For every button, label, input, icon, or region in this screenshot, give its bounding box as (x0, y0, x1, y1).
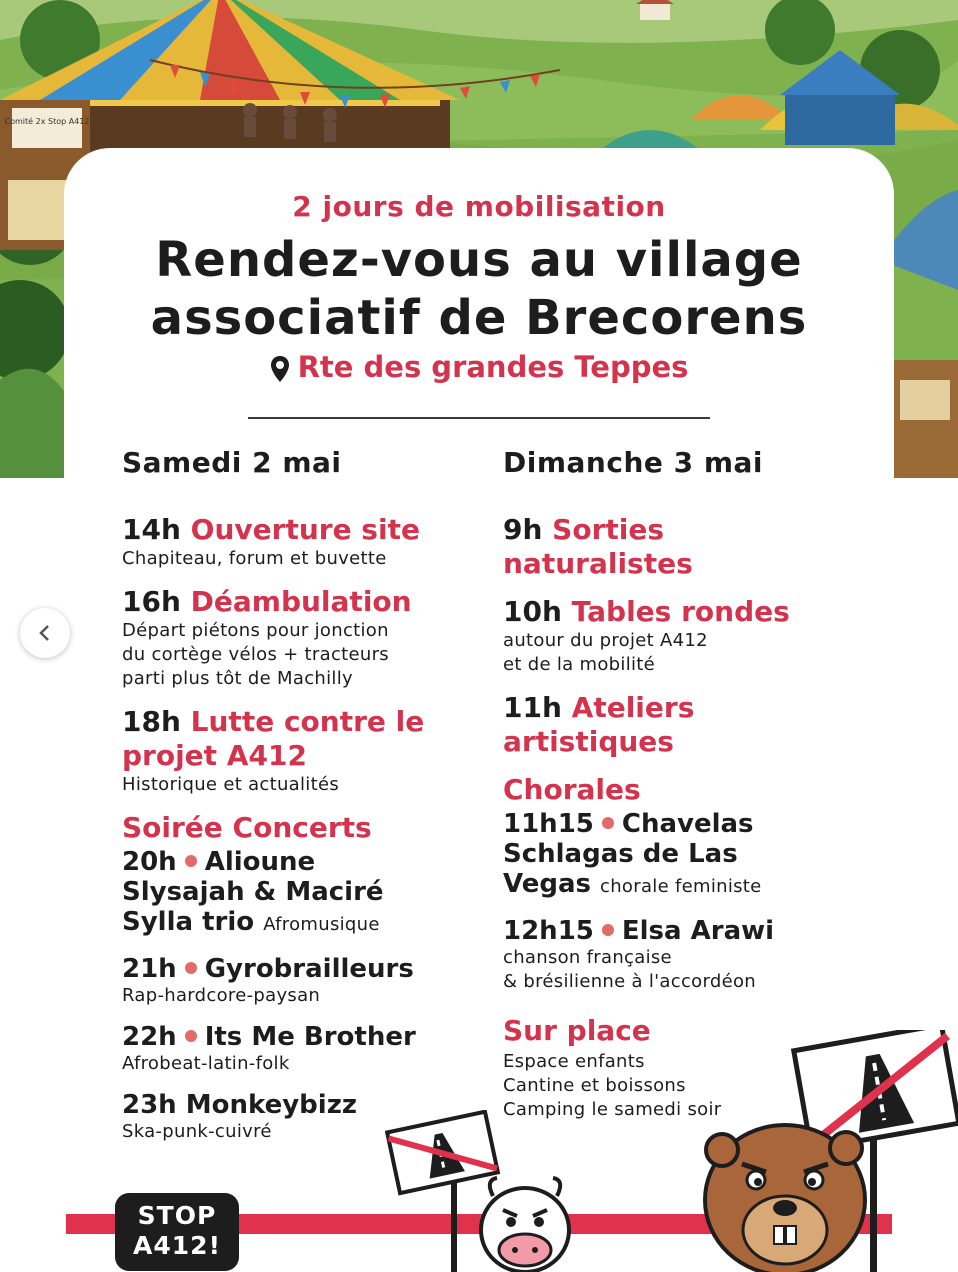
event-desc-line: autour du projet A412 (503, 630, 708, 651)
concert-time: 20h (122, 847, 177, 877)
bullet-dot (602, 924, 614, 936)
concert-time: 23h (122, 1090, 177, 1120)
event-time: 11h (503, 691, 562, 724)
stall-sign-text: Comité 2x Stop A412 (4, 117, 90, 126)
cow-mascot-illustration (385, 1110, 595, 1272)
concert-name: Gyrobrailleurs (204, 954, 414, 984)
page-title-line2: associatif de Brecorens (150, 290, 808, 346)
event-item (503, 513, 853, 581)
event-title-line2: projet A412 (122, 739, 307, 772)
event-title-line2: artistiques (503, 725, 674, 758)
stop-a412-badge (115, 1193, 239, 1271)
badge-line2: A412! (133, 1231, 221, 1260)
event-desc-line: du cortège vélos + tracteurs (122, 644, 389, 665)
event-title-line1: Lutte contre le (190, 705, 425, 738)
event-title: Tables rondes (571, 595, 790, 628)
event-item (122, 705, 492, 797)
chorale-time: 12h15 (503, 916, 594, 946)
chorale-name: Elsa Arawi (621, 916, 775, 946)
beaver-mascot-illustration (700, 1030, 958, 1272)
event-desc-line: parti plus tôt de Machilly (122, 668, 353, 689)
page-title-line1: Rendez-vous au village (155, 232, 803, 288)
chorale-name-line1: Chavelas (621, 809, 754, 839)
concert-item (122, 954, 492, 1008)
sunday-column (503, 446, 853, 1122)
onsite-line: Cantine et boissons (503, 1075, 686, 1096)
event-title: Ouverture site (190, 513, 420, 546)
concert-name-line2: Slysajah & Maciré (122, 877, 384, 907)
chorale-desc-line: & brésilienne à l'accordéon (503, 971, 756, 992)
concert-name: Its Me Brother (204, 1022, 416, 1052)
event-desc-line: Départ piétons pour jonction (122, 620, 389, 641)
chorales-heading: Chorales (503, 773, 641, 806)
chorale-name-line3: Vegas (503, 869, 591, 899)
event-item (122, 585, 492, 691)
day-heading-sunday: Dimanche 3 mai (503, 446, 764, 479)
chorale-item (503, 916, 853, 994)
event-title-line1: Ateliers (571, 691, 695, 724)
onsite-line: Espace enfants (503, 1051, 645, 1072)
bullet-dot (602, 817, 614, 829)
address-text: Rte des grandes Teppes (297, 350, 689, 384)
concert-genre: Afromusique (263, 914, 380, 935)
location-pin-icon (270, 355, 290, 383)
event-title-line1: Sorties (552, 513, 665, 546)
event-item (503, 595, 853, 677)
chorale-desc-line: chanson française (503, 947, 672, 968)
chorale-item (503, 809, 853, 902)
event-address (0, 350, 958, 384)
divider (248, 417, 710, 419)
event-time: 9h (503, 513, 543, 546)
chorale-time: 11h15 (503, 809, 594, 839)
event-title: Déambulation (190, 585, 412, 618)
concert-item (122, 847, 492, 940)
event-time: 16h (122, 585, 181, 618)
event-subtitle: 2 jours de mobilisation (292, 190, 666, 223)
concerts-heading: Soirée Concerts (122, 811, 372, 844)
concert-name-line3: Sylla trio (122, 907, 255, 937)
concert-genre: Ska-punk-cuivré (122, 1121, 272, 1142)
onsite-line: Camping le samedi soir (503, 1099, 722, 1120)
event-title-line2: naturalistes (503, 547, 693, 580)
event-time: 18h (122, 705, 181, 738)
carousel-prev-button[interactable] (20, 608, 70, 658)
concert-name-line1: Alioune (204, 847, 316, 877)
chevron-left-icon (35, 623, 55, 643)
concert-genre: Rap-hardcore-paysan (122, 985, 321, 1006)
event-desc-line: et de la mobilité (503, 654, 656, 675)
event-item (503, 691, 853, 759)
badge-line1: STOP (137, 1201, 217, 1230)
concert-item (122, 1022, 492, 1076)
event-desc: Chapiteau, forum et buvette (122, 548, 387, 569)
onsite-heading: Sur place (503, 1014, 651, 1047)
event-item (122, 513, 492, 571)
concert-name: Monkeybizz (185, 1090, 357, 1120)
concert-time: 21h (122, 954, 177, 984)
event-time: 14h (122, 513, 181, 546)
concert-genre: Afrobeat-latin-folk (122, 1053, 290, 1074)
event-desc: Historique et actualités (122, 774, 340, 795)
event-time: 10h (503, 595, 562, 628)
chorale-name-line2: Schlagas de Las (503, 839, 738, 869)
bullet-dot (185, 1030, 197, 1042)
bullet-dot (185, 855, 197, 867)
bullet-dot (185, 962, 197, 974)
day-heading-saturday: Samedi 2 mai (122, 446, 342, 479)
saturday-column (122, 446, 492, 1158)
concert-time: 22h (122, 1022, 177, 1052)
chorale-desc: chorale feministe (600, 876, 762, 897)
